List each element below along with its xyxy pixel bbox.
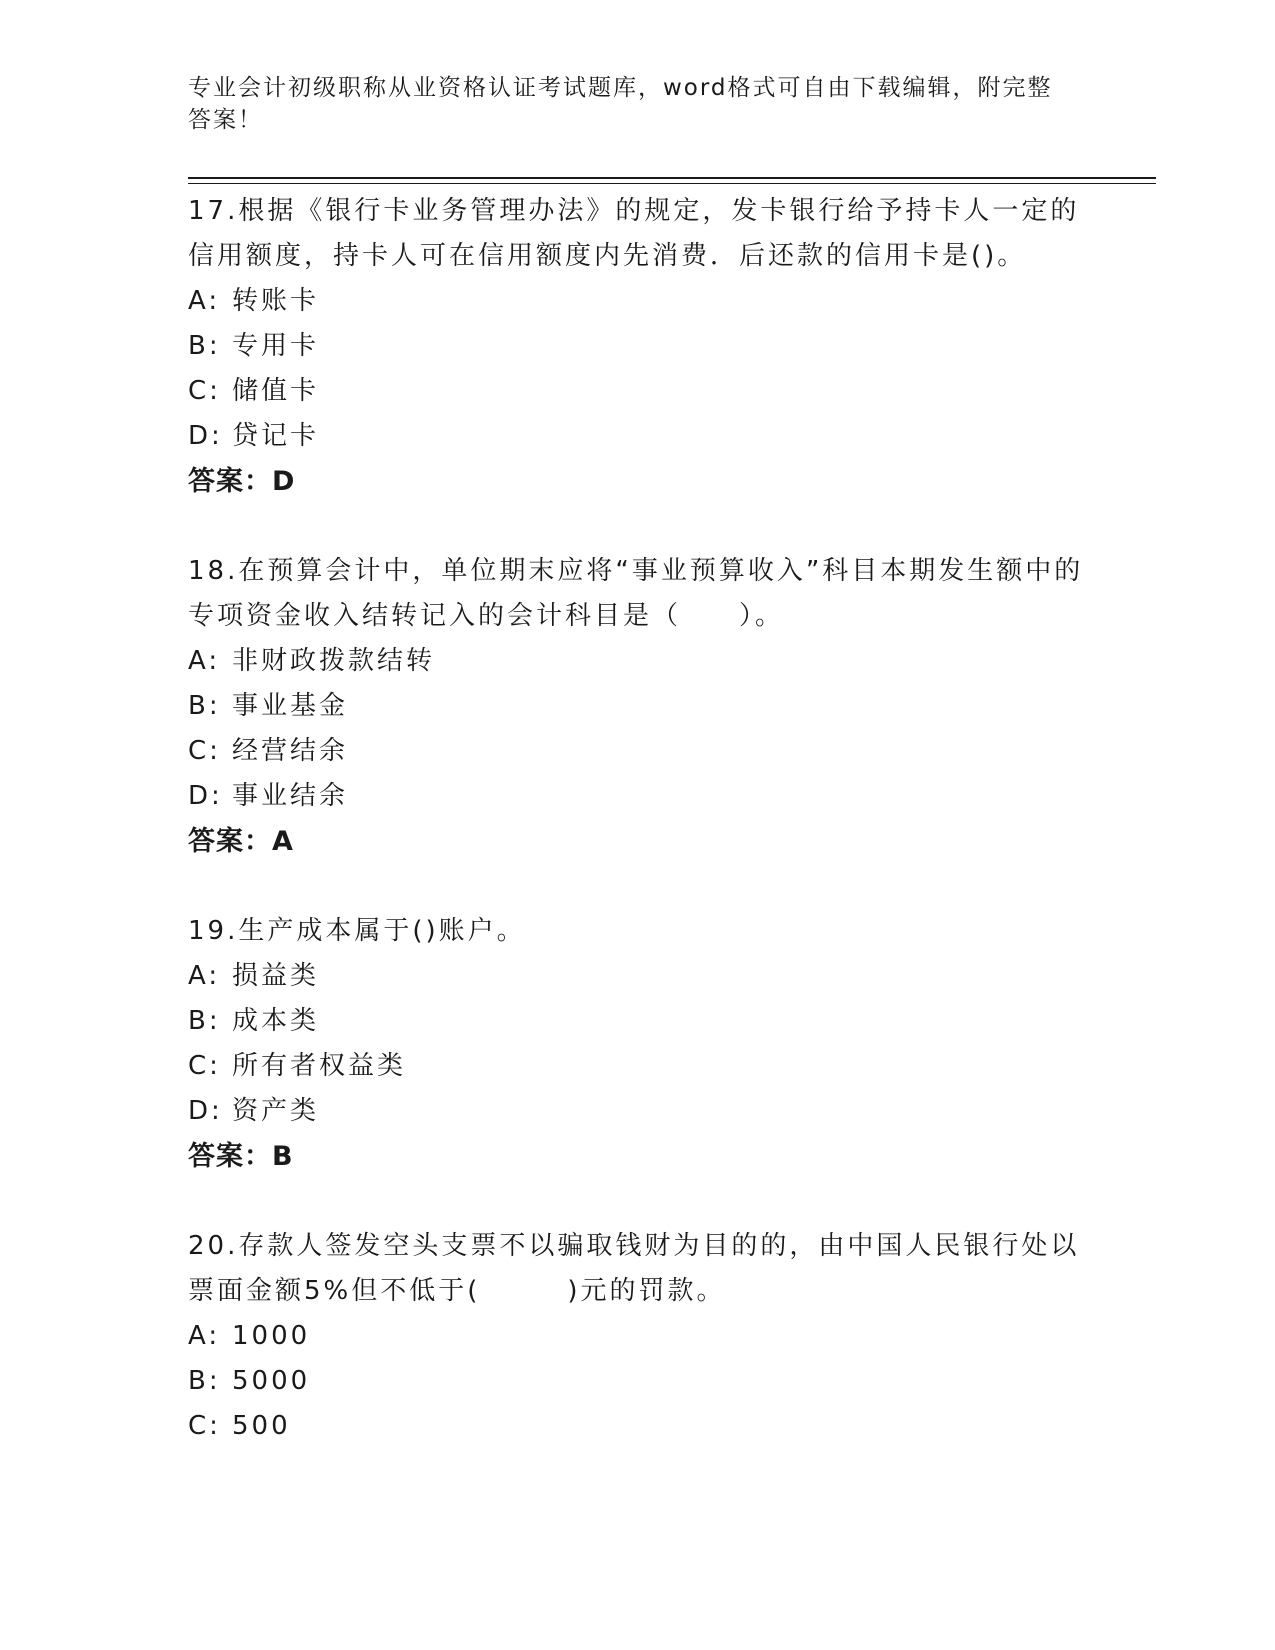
option-text: 所有者权益类: [232, 1051, 407, 1081]
question-stem: 18.在预算会计中，单位期末应将“事业预算收入”科目本期发生额中的专项资金收入结转记入的会计科目是（ ）。: [188, 556, 1084, 631]
option-c: [188, 729, 1088, 774]
option-text: 5000: [232, 1366, 311, 1396]
option-letter: D:: [188, 421, 223, 451]
answer-label: 答案：D: [188, 466, 296, 497]
header-rule-thick: [188, 177, 1156, 179]
option-b: [188, 684, 1088, 729]
option-text: 事业结余: [232, 781, 349, 811]
option-c: [188, 1044, 1088, 1089]
question-20: [188, 1224, 1088, 1449]
option-a: [188, 1314, 1088, 1359]
question-17: [188, 189, 1088, 504]
option-letter: B:: [188, 691, 221, 721]
question-list: [188, 189, 1088, 1494]
option-b: [188, 999, 1088, 1044]
option-letter: D:: [188, 1096, 223, 1126]
option-letter: A:: [188, 1321, 221, 1351]
option-text: 非财政拨款结转: [232, 646, 436, 676]
question-18: [188, 549, 1088, 864]
option-letter: B:: [188, 1006, 221, 1036]
option-text: 1000: [232, 1321, 311, 1351]
option-letter: B:: [188, 331, 221, 361]
option-letter: A:: [188, 961, 221, 991]
option-c: [188, 369, 1088, 414]
header-rule-thin: [188, 183, 1156, 184]
option-a: [188, 279, 1088, 324]
option-text: 事业基金: [232, 691, 349, 721]
option-text: 专用卡: [232, 331, 320, 361]
answer-label: 答案：A: [188, 826, 294, 857]
option-c: [188, 1404, 1088, 1449]
option-b: [188, 1359, 1088, 1404]
option-text: 损益类: [232, 961, 320, 991]
question-stem: 17.根据《银行卡业务管理办法》的规定，发卡银行给予持卡人一定的信用额度，持卡人可在信用额度内先消费．后还款的信用卡是()。: [188, 196, 1080, 271]
option-text: 经营结余: [232, 736, 349, 766]
option-text: 储值卡: [232, 376, 320, 406]
answer-label: 答案：B: [188, 1141, 294, 1172]
option-letter: C:: [188, 736, 221, 766]
option-letter: D:: [188, 781, 223, 811]
option-letter: A:: [188, 286, 221, 316]
option-text: 500: [232, 1411, 291, 1441]
question-stem: 19.生产成本属于()账户。: [188, 916, 526, 946]
option-d: [188, 414, 1088, 459]
option-b: [188, 324, 1088, 369]
question-stem: 20.存款人签发空头支票不以骗取钱财为目的的，由中国人民银行处以票面金额5%但不低于( )元的罚款。: [188, 1231, 1080, 1306]
option-d: [188, 1089, 1088, 1134]
option-a: [188, 954, 1088, 999]
option-a: [188, 639, 1088, 684]
option-letter: A:: [188, 646, 221, 676]
option-d: [188, 774, 1088, 819]
option-text: 成本类: [232, 1006, 320, 1036]
question-19: [188, 909, 1088, 1179]
option-letter: B:: [188, 1366, 221, 1396]
option-text: 资产类: [232, 1096, 320, 1126]
option-text: 转账卡: [232, 286, 320, 316]
option-letter: C:: [188, 376, 221, 406]
option-letter: C:: [188, 1411, 221, 1441]
document-header: 专业会计初级职称从业资格认证考试题库，word格式可自由下载编辑，附完整答案！: [188, 75, 1053, 133]
option-text: 贷记卡: [232, 421, 320, 451]
option-letter: C:: [188, 1051, 221, 1081]
